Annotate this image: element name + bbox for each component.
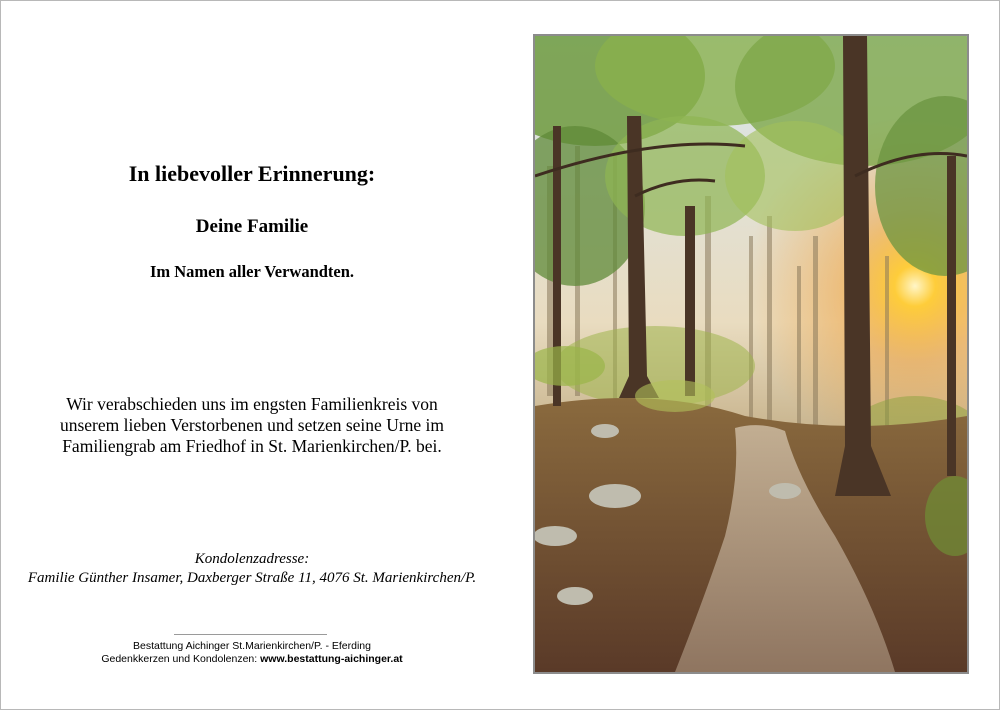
forest-path-illustration xyxy=(535,36,967,672)
web-label: Gedenkkerzen und Kondolenzen: xyxy=(101,653,258,665)
condolence-label: Kondolenzadresse: xyxy=(194,551,310,567)
message-line: unserem lieben Verstorbenen und setzen seine Urne im xyxy=(59,415,445,435)
funeral-home-footer xyxy=(1,640,503,666)
family-signature: Deine Familie xyxy=(195,216,309,237)
forest-photo xyxy=(533,34,969,674)
website-link[interactable]: www.bestattung-aichinger.at xyxy=(260,653,403,665)
condolence-block xyxy=(1,550,503,588)
funeral-home-web-line xyxy=(1,653,503,666)
funeral-home-name: Bestattung Aichinger St.Marienkirchen/P. - Eferding xyxy=(133,640,371,652)
farewell-message xyxy=(31,394,473,457)
memorial-heading: In liebevoller Erinnerung: xyxy=(128,161,376,186)
message-line: Familiengrab am Friedhof in St. Marienkirchen/P. bei. xyxy=(62,436,442,456)
text-panel xyxy=(1,1,503,709)
footer-divider xyxy=(174,634,327,635)
message-line: Wir verabschieden uns im engsten Familienkreis von xyxy=(66,394,438,414)
relatives-line: Im Namen aller Verwandten. xyxy=(149,262,355,281)
condolence-address: Familie Günther Insamer, Daxberger Straße 11, 4076 St. Marienkirchen/P. xyxy=(27,570,477,586)
